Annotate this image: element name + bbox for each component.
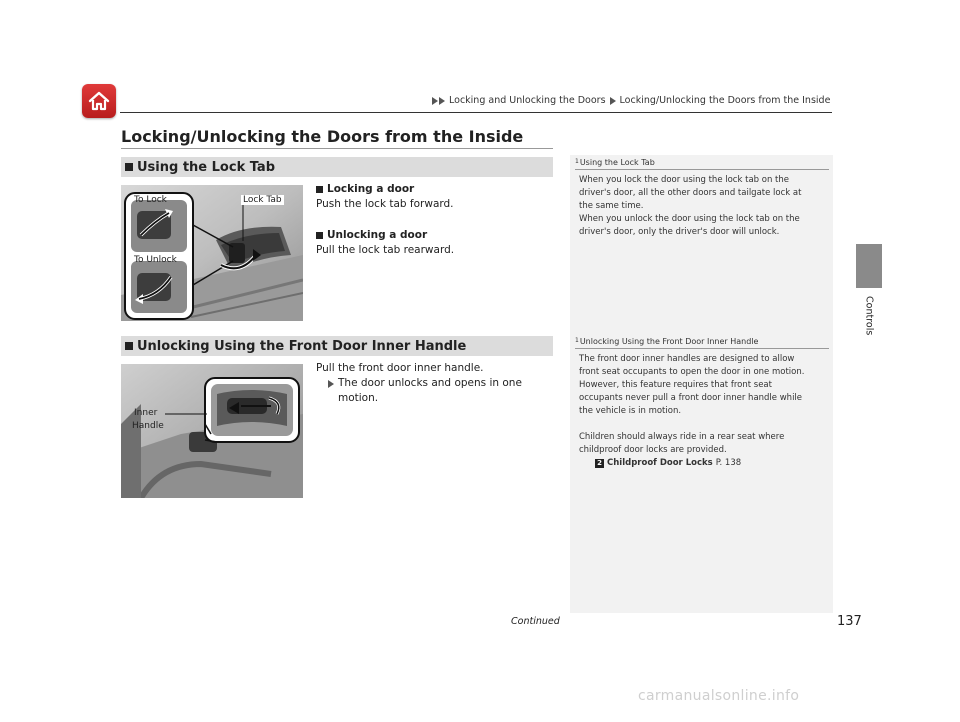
note-lock-tab <box>575 158 829 239</box>
locking-text: Push the lock tab forward. <box>316 198 454 210</box>
note-rule <box>575 348 829 349</box>
door-inner-handle-image <box>121 364 303 498</box>
note-rule <box>575 169 829 170</box>
note-body: The front door inner handles are designed to allow front seat occupants to open the door in one motion. However, this feature requires that front seat occupants never pull a front door inner handle while the vehicle is in motion. Children should always ride in a rear seat where childproof door locks are provided. 2 Childproof Door Locks P. 138 <box>575 353 829 470</box>
continued-label: Continued <box>511 616 560 627</box>
cross-reference-link[interactable]: 2 Childproof Door Locks P. 138 <box>579 457 829 470</box>
breadcrumb-arrow-icon <box>610 97 616 105</box>
note-inner-handle <box>575 337 829 470</box>
breadcrumb-arrow-icon <box>432 97 438 105</box>
handle-label: Handle <box>132 421 164 431</box>
header-rule <box>120 112 832 113</box>
section-heading-inner-handle: Unlocking Using the Front Door Inner Handle <box>121 336 553 356</box>
inner-handle-result: The door unlocks and opens in one motion. <box>316 376 552 406</box>
note-title: 1 Unlocking Using the Front Door Inner Handle <box>575 337 759 346</box>
breadcrumb-item[interactable]: Locking and Unlocking the Doors <box>449 95 606 106</box>
locking-heading: Locking a door <box>316 182 552 197</box>
square-bullet-icon <box>316 186 323 193</box>
square-bullet-icon <box>125 342 133 350</box>
watermark: carmanualsonline.info <box>638 688 800 704</box>
page-title: Locking/Unlocking the Doors from the Inside <box>121 127 524 146</box>
unlocking-text: Pull the lock tab rearward. <box>316 244 455 256</box>
unlocking-heading: Unlocking a door <box>316 228 552 243</box>
to-unlock-label: To Unlock <box>134 255 177 265</box>
result-arrow-icon <box>328 380 334 388</box>
lock-tab-instructions <box>316 182 552 258</box>
home-icon <box>87 90 111 112</box>
breadcrumb-arrow-icon <box>439 97 445 105</box>
inner-label: Inner <box>134 408 158 418</box>
page-number: 137 <box>837 614 862 629</box>
title-rule <box>121 148 553 149</box>
lock-tab-label: Lock Tab <box>243 195 282 205</box>
breadcrumb-item[interactable]: Locking/Unlocking the Doors from the Inside <box>619 95 831 106</box>
home-button[interactable] <box>82 84 116 118</box>
door-lock-tab-image <box>121 185 303 321</box>
reference-arrow-icon: 2 <box>595 459 604 468</box>
inner-handle-step: Pull the front door inner handle. <box>316 362 484 374</box>
section-heading-lock-tab: Using the Lock Tab <box>121 157 553 177</box>
to-lock-label: To Lock <box>134 195 167 205</box>
lock-tab-illustration <box>121 185 303 321</box>
inner-handle-illustration <box>121 364 303 498</box>
section-tab-marker <box>856 244 882 288</box>
inner-handle-instructions <box>316 361 552 406</box>
note-title: 1 Using the Lock Tab <box>575 158 655 167</box>
square-bullet-icon <box>316 232 323 239</box>
section-tab-label[interactable]: Controls <box>863 296 875 336</box>
breadcrumb <box>432 95 830 106</box>
square-bullet-icon <box>125 163 133 171</box>
note-body: When you lock the door using the lock tab on the driver's door, all the other doors and tailgate lock at the same time. When you unlock the door using the lock tab on the driver's door, only the driver's door will unlock. <box>579 175 802 237</box>
